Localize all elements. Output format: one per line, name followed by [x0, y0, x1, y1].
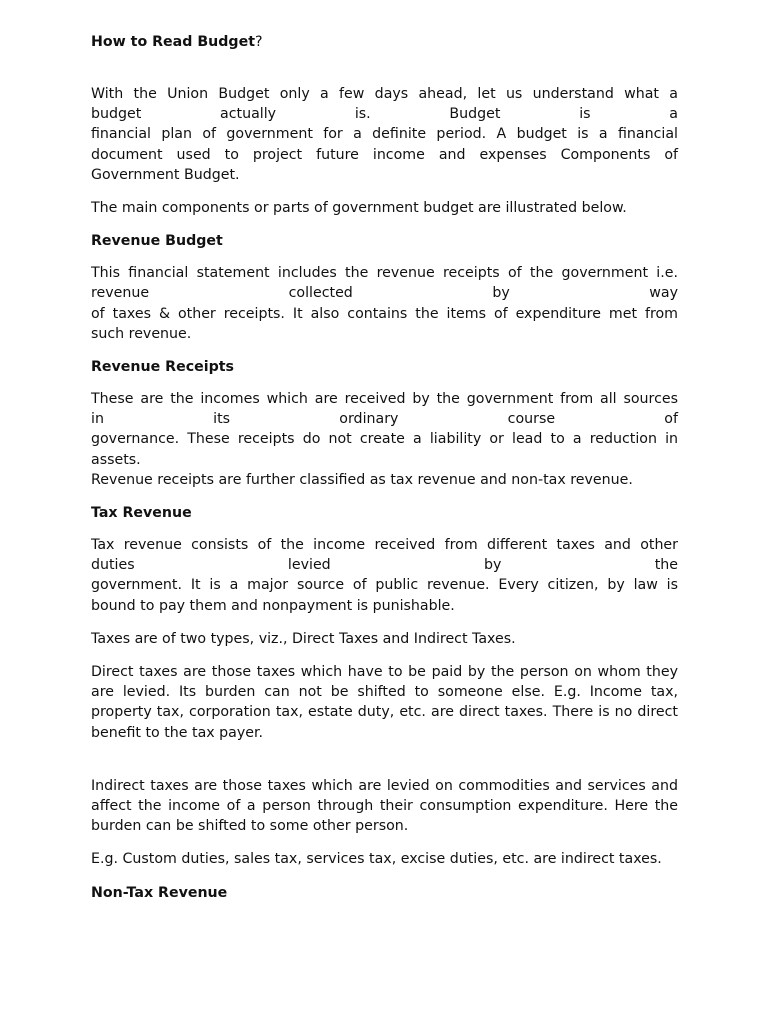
- title-text: How to Read Budget: [91, 34, 255, 50]
- revenue-receipts-line-3: governance. These receipts do not create a liability or lead to a reduction in: [91, 431, 678, 448]
- indirect-taxes-examples: E.g. Custom duties, sales tax, services tax, excise duties, etc. are indirect taxes.: [91, 851, 662, 868]
- non-tax-revenue-heading: Non-Tax Revenue: [91, 884, 228, 901]
- revenue-budget-line-3: of taxes & other receipts. It also contains the items of expenditure met from: [91, 305, 678, 322]
- tax-types-paragraph: Taxes are of two types, viz., Direct Taxes and Indirect Taxes.: [91, 630, 516, 647]
- revenue-budget-line-4: such revenue.: [91, 325, 192, 342]
- intro-line-4: document used to project future income and expenses Components of: [91, 146, 678, 163]
- revenue-receipts-line-5: Revenue receipts are further classified as tax revenue and non-tax revenue.: [91, 471, 633, 488]
- tax-revenue-line-1: Tax revenue consists of the income received from different taxes and other: [91, 537, 678, 554]
- intro-paragraph: [91, 84, 678, 185]
- tax-revenue-line-2: duties levied by the: [91, 557, 678, 574]
- tax-revenue-line-3: government. It is a major source of public revenue. Every citizen, by law is: [91, 577, 678, 594]
- intro-line-5: Government Budget.: [91, 166, 240, 183]
- tax-revenue-paragraph: [91, 535, 678, 616]
- revenue-receipts-heading: Revenue Receipts: [91, 359, 235, 376]
- revenue-budget-line-1: This financial statement includes the revenue receipts of the government i.e.: [91, 265, 678, 282]
- revenue-budget-paragraph: [91, 263, 678, 344]
- intro-line-2: budget actually is. Budget is a: [91, 106, 678, 123]
- intro-line-3: financial plan of government for a definite period. A budget is a financial: [91, 126, 678, 143]
- direct-taxes-paragraph: Direct taxes are those taxes which have to be paid by the person on whom they are levied. Its burden can not be shifted to someone else. E.g. Income tax, property tax, corporation tax, estate duty, etc. are direct taxes. There is no direct benefit to the tax payer.: [91, 664, 678, 741]
- title-question-mark: ?: [254, 34, 263, 50]
- document-title: [91, 30, 678, 54]
- revenue-budget-heading: Revenue Budget: [91, 233, 223, 250]
- intro-line-1: With the Union Budget only a few days ahead, let us understand what a: [91, 86, 678, 102]
- revenue-receipts-line-4: assets.: [91, 451, 141, 468]
- indirect-taxes-paragraph: Indirect taxes are those taxes which are levied on commodities and services and affect the income of a person through their consumption expenditure. Here the burden can be shifted to some other person.: [91, 777, 678, 835]
- revenue-receipts-line-1: These are the incomes which are received by the government from all sources: [91, 391, 678, 408]
- revenue-receipts-line-2: in its ordinary course of: [91, 411, 678, 428]
- components-intro: The main components or parts of government budget are illustrated below.: [91, 200, 627, 217]
- tax-revenue-heading: Tax Revenue: [91, 505, 192, 522]
- tax-revenue-line-4: bound to pay them and nonpayment is punishable.: [91, 597, 455, 614]
- document-body: [91, 30, 678, 915]
- revenue-budget-line-2: revenue collected by way: [91, 285, 678, 302]
- revenue-receipts-paragraph: [91, 389, 678, 490]
